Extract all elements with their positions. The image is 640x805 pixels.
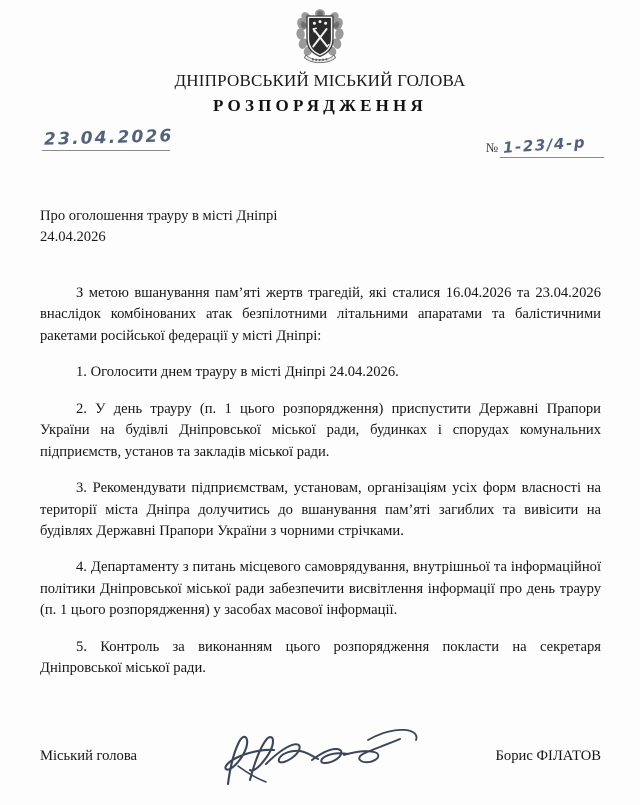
date-rule (42, 150, 170, 151)
paragraph-item-4: 4. Департаменту з питань місцевого самоврядування, внутрішньої та інформаційної політики Дніпровської міської ради забезпечити висвітлення інформації про день трауру (п. 1 цього розпорядження) у засобах масової інформації. (40, 559, 601, 619)
paragraph-item-1: 1. Оголосити днем трауру в місті Дніпрі 24.04.2026. (76, 364, 399, 381)
signature-block (40, 748, 601, 772)
paragraph-preamble: З метою вшанування пам’яті жертв трагедій, які сталися 16.04.2026 та 23.04.2026 внаслідок комбінованих атак безпілотними літальними апаратами та балістичними ракетами російської федерації у місті Дніпрі: (40, 285, 601, 344)
paragraph-item-2: 2. У день трауру (п. 1 цього розпорядження) приспустити Державні Прапори України на будівлі Дніпровської міської ради, будинках і спорудах комунальних підприємств, установ та закладів міської ради. (40, 400, 601, 460)
number-rule (500, 157, 604, 158)
date-field (42, 128, 182, 151)
paragraph-item-3: 3. Рекомендувати підприємствам, установам, організаціям усіх форм власності на території міста Дніпра долучитись до вшанування пам’яті загиблих та вивісити на будівлях Державні Прапори України з чорними стрічками. (40, 480, 601, 539)
signatory-title: Міський голова (40, 748, 138, 764)
number-label: № (485, 140, 498, 155)
dnipro-coat-of-arms-icon (294, 8, 346, 66)
number-value-container (500, 133, 604, 158)
handwritten-signature (208, 722, 428, 788)
number-handwritten-value: 1-23/4-р (502, 133, 587, 157)
date-handwritten-value: 23.04.2026 (43, 126, 174, 150)
subject-line: Про оголошення трауру в місті Дніпрі 24.04.2026 (40, 208, 278, 245)
document-kind-title: РОЗПОРЯДЖЕННЯ (213, 96, 427, 116)
document-header (0, 70, 640, 117)
emblem-container (0, 8, 640, 71)
signatory-name: Борис ФІЛАТОВ (495, 748, 601, 764)
document-body (40, 283, 601, 680)
paragraph-item-5: 5. Контроль за виконанням цього розпорядження покласти на секретаря Дніпровської міської ради. (40, 638, 601, 677)
document-number-field (485, 133, 604, 158)
organization-title: ДНІПРОВСЬКИЙ МІСЬКИЙ ГОЛОВА (174, 71, 466, 90)
